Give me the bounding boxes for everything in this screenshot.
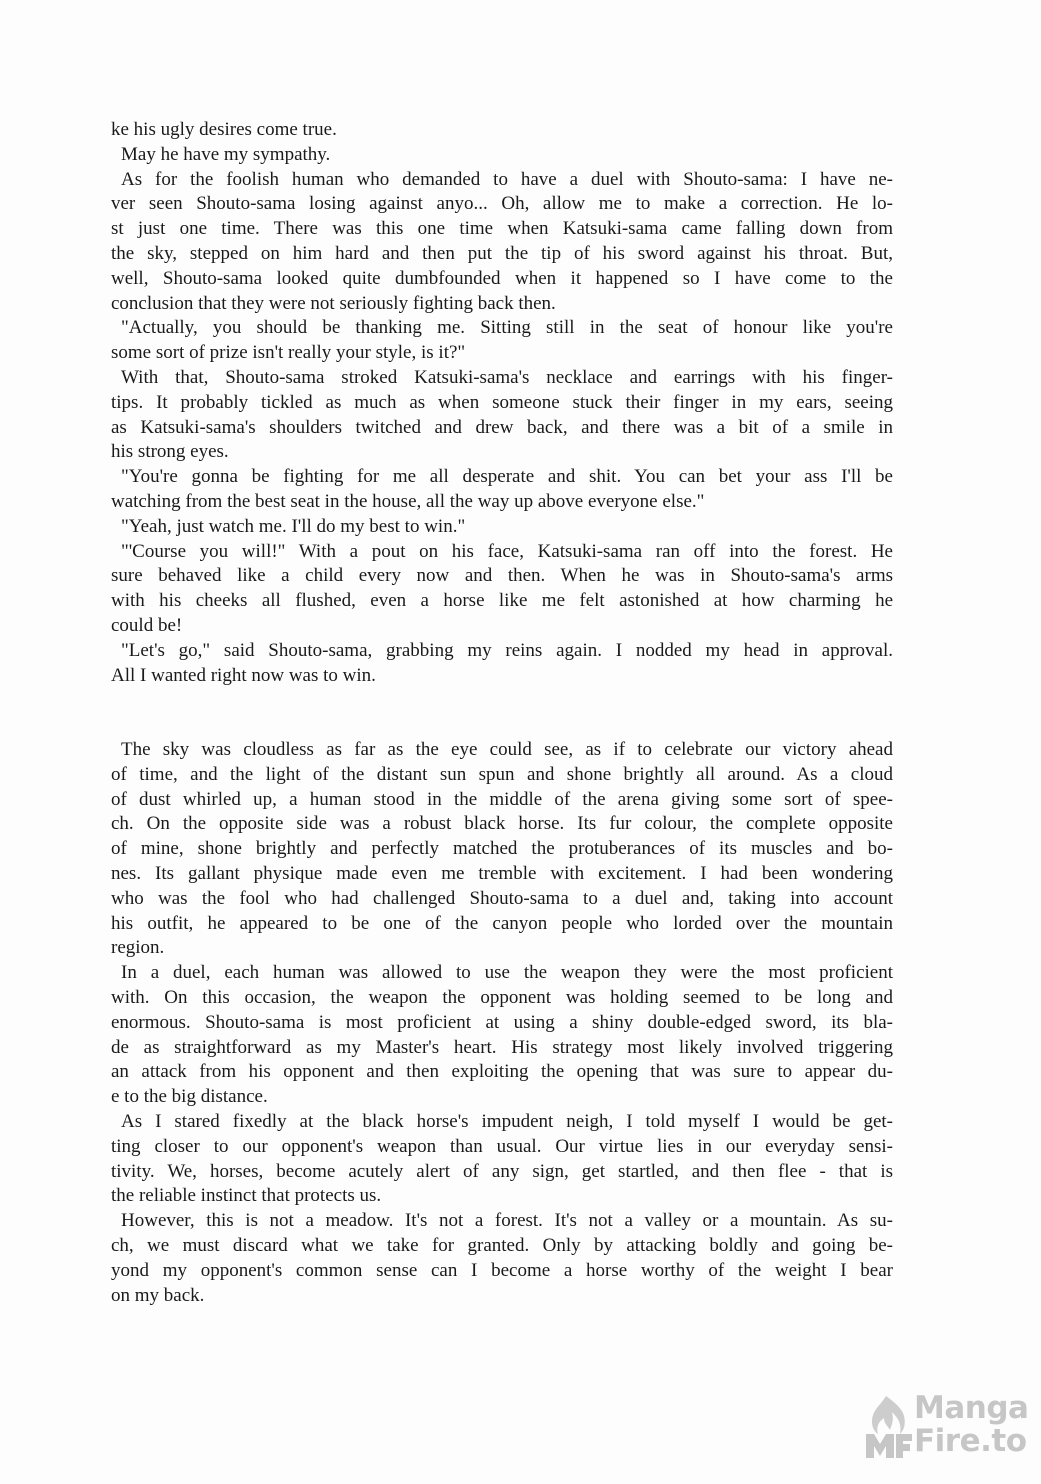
text-line: as Katsuki-sama's shoulders twitched and drew back, and there was a bit of a smile in <box>111 416 893 438</box>
text-line: "Actually, you should be thanking me. Sitting still in the seat of honour like you're <box>121 317 893 339</box>
text-line: st just one time. There was this one time when Katsuki-sama came falling down from <box>111 218 893 240</box>
text-line: region. <box>111 937 165 959</box>
text-line: "'Course you will!" With a pout on his face, Katsuki-sama ran off into the forest. He <box>121 540 893 562</box>
text-line: "You're gonna be fighting for me all desperate and shit. You can bet your ass I'll be <box>121 466 893 488</box>
text-line: yond my opponent's common sense can I become a horse worthy of the weight I bear <box>111 1259 893 1281</box>
text-line: e to the big distance. <box>111 1086 268 1108</box>
text-line: "Yeah, just watch me. I'll do my best to win." <box>121 515 466 537</box>
site-watermark <box>858 1390 1029 1468</box>
text-line: sure behaved like a child every now and then. When he was in Shouto-sama's arms <box>111 565 893 587</box>
text-block-lower <box>111 738 893 1308</box>
flame-mf-logo-icon <box>858 1394 914 1460</box>
text-line: of time, and the light of the distant sun spun and shone brightly all around. As a cloud <box>111 763 893 785</box>
text-line: with. On this occasion, the weapon the opponent was holding seemed to be long and <box>111 986 893 1008</box>
text-line: his strong eyes. <box>111 441 229 463</box>
text-line: the sky, stepped on him hard and then put the tip of his sword against his throat. But, <box>111 242 893 264</box>
text-line: "Let's go," said Shouto-sama, grabbing my reins again. I nodded my head in approval. <box>121 639 893 661</box>
text-line: his outfit, he appeared to be one of the canyon people who lorded over the mountain <box>111 912 893 934</box>
text-line: some sort of prize isn't really your style, is it?" <box>111 342 466 364</box>
text-line: an attack from his opponent and then exploiting the opening that was sure to appear du- <box>111 1061 893 1083</box>
text-line: May he have my sympathy. <box>121 143 331 165</box>
text-line: of mine, shone brightly and perfectly matched the protuberances of its muscles and bo- <box>111 838 893 860</box>
text-line: In a duel, each human was allowed to use the weapon they were the most proficient <box>121 962 893 984</box>
text-line: who was the fool who had challenged Shouto-sama to a duel and, taking into account <box>111 887 893 909</box>
text-line: With that, Shouto-sama stroked Katsuki-sama's necklace and earrings with his finger- <box>121 366 893 388</box>
text-line: tivity. We, horses, become acutely alert of any sign, get startled, and then flee - that is <box>111 1160 893 1182</box>
text-line: ch, we must discard what we take for granted. Only by attacking boldly and going be- <box>111 1234 893 1256</box>
text-line: However, this is not a meadow. It's not a forest. It's not a valley or a mountain. As su- <box>121 1210 893 1232</box>
watermark-line-1: Manga <box>914 1390 1029 1426</box>
watermark-line-2: Fire.to <box>914 1423 1027 1459</box>
text-line: ch. On the opposite side was a robust black horse. Its fur colour, the complete opposite <box>111 813 893 835</box>
text-line: All I wanted right now was to win. <box>111 664 376 686</box>
text-line: conclusion that they were not seriously fighting back then. <box>111 292 556 314</box>
text-line: ke his ugly desires come true. <box>111 119 337 140</box>
text-line: The sky was cloudless as far as the eye could see, as if to celebrate our victory ahead <box>121 739 893 760</box>
text-line: enormous. Shouto-sama is most proficient at using a shiny double-edged sword, its bla- <box>111 1011 893 1033</box>
text-line: could be! <box>111 614 183 636</box>
watermark-text <box>914 1392 1028 1458</box>
text-line: watching from the best seat in the house, all the way up above everyone else." <box>111 490 705 512</box>
text-line: ting closer to our opponent's weapon than usual. Our virtue lies in our everyday sensi- <box>111 1135 893 1157</box>
text-block-upper <box>111 118 893 688</box>
text-line: well, Shouto-sama looked quite dumbfounded when it happened so I have come to the <box>111 267 893 289</box>
text-line: of dust whirled up, a human stood in the middle of the arena giving some sort of spee- <box>111 788 893 810</box>
text-line: As for the foolish human who demanded to have a duel with Shouto-sama: I have ne- <box>121 168 893 190</box>
text-line: ver seen Shouto-sama losing against anyo... Oh, allow me to make a correction. He lo- <box>111 193 893 215</box>
text-line: on my back. <box>111 1284 205 1306</box>
text-line: As I stared fixedly at the black horse's impudent neigh, I told myself I would be get- <box>121 1110 893 1132</box>
text-line: tips. It probably tickled as much as when someone stuck their finger in my ears, seeing <box>111 391 893 413</box>
text-line: with his cheeks all flushed, even a horse like me felt astonished at how charming he <box>111 590 893 612</box>
text-line: the reliable instinct that protects us. <box>111 1185 382 1207</box>
text-line: de as straightforward as my Master's heart. His strategy most likely involved triggering <box>111 1036 893 1058</box>
text-line: nes. Its gallant physique made even me tremble with excitement. I had been wondering <box>111 862 893 884</box>
